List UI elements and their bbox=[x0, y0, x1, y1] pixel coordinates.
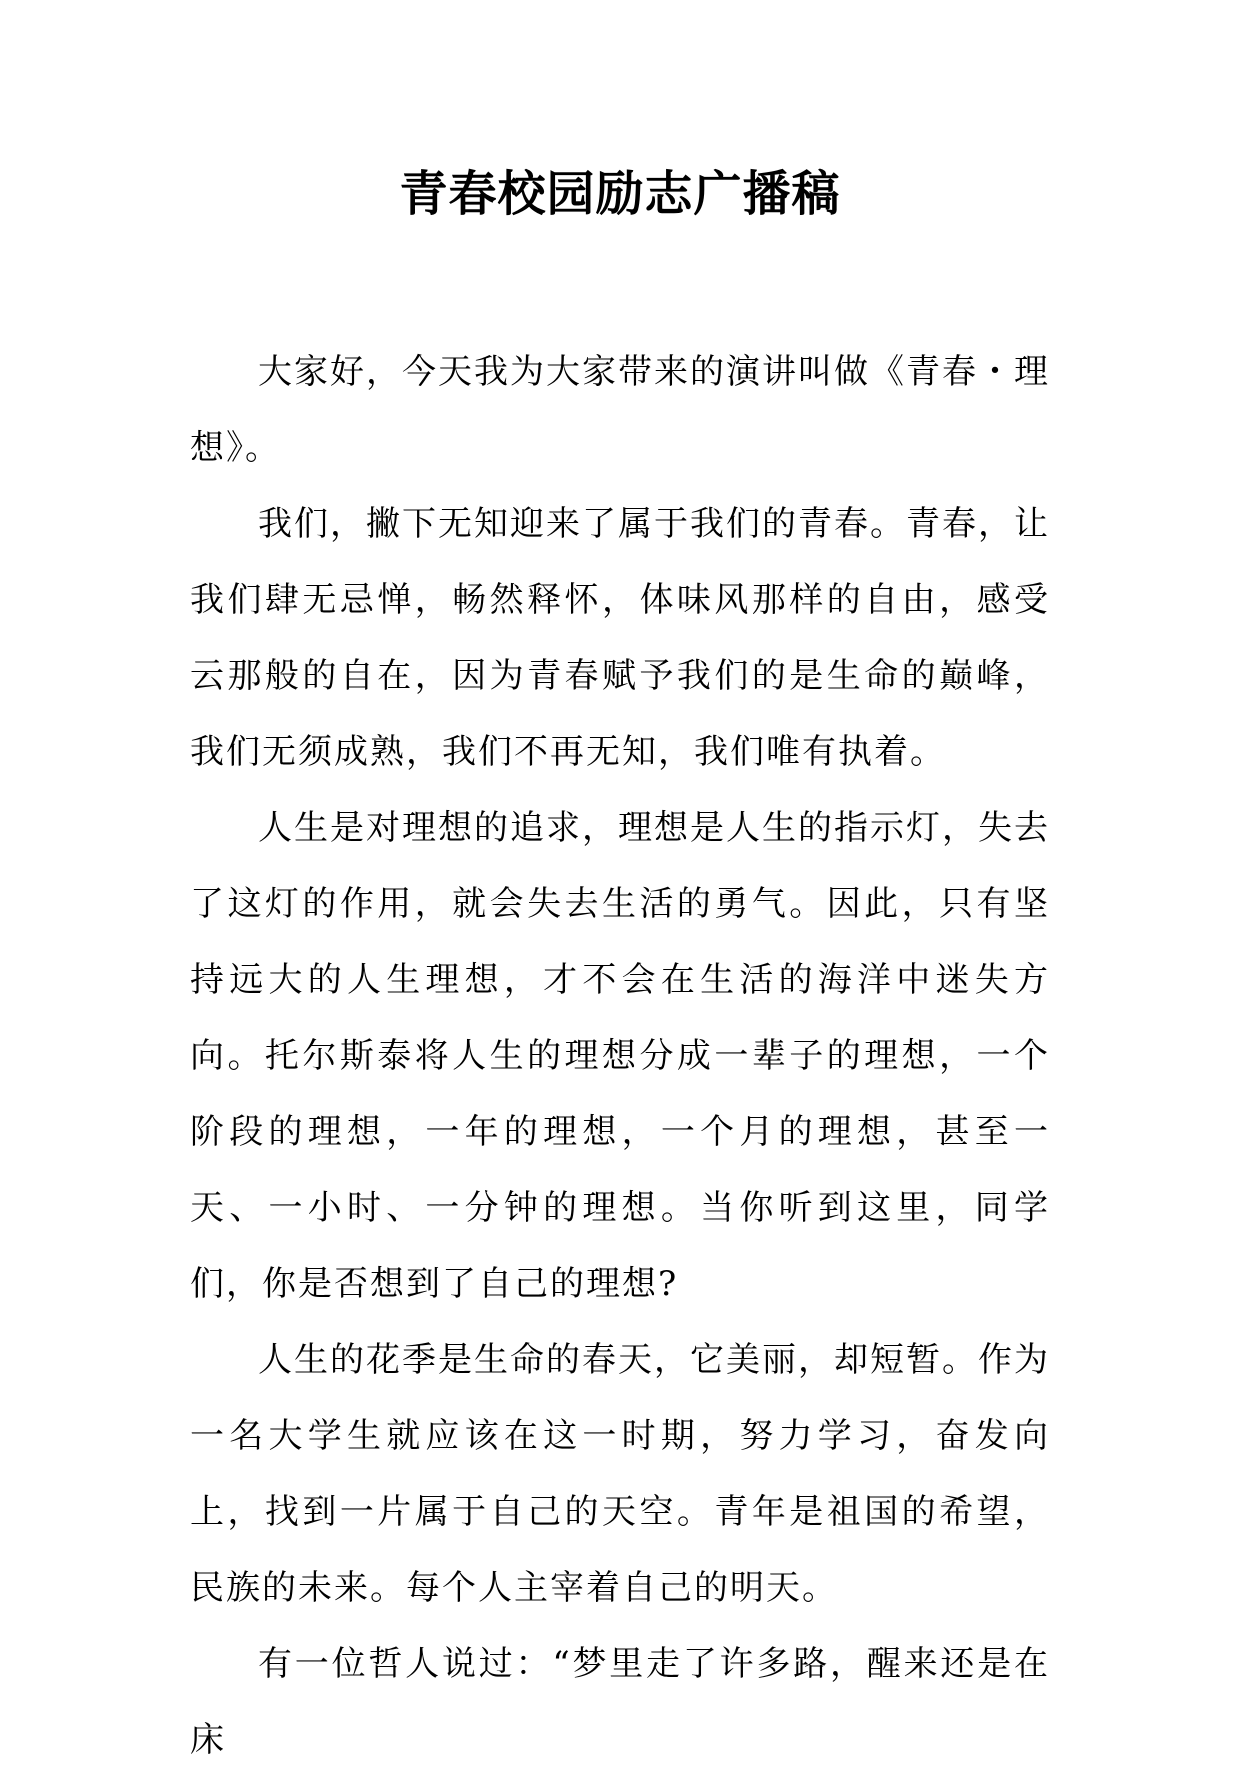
paragraph-youth: 我们，撇下无知迎来了属于我们的青春。青春，让我们肆无忌惮，畅然释怀，体味风那样的自由，感受云那般的自在，因为青春赋予我们的是生命的巅峰，我们无须成熟，我们不再无知，我们唯有执着。 bbox=[190, 504, 1050, 772]
paragraph-spring: 人生的花季是生命的春天，它美丽，却短暂。作为一名大学生就应该在这一时期，努力学习，奋发向上，找到一片属于自己的天空。青年是祖国的希望，民族的未来。每个人主宰着自己的明天。 bbox=[190, 1340, 1050, 1608]
paragraph-ideals: 人生是对理想的追求，理想是人生的指示灯，失去了这灯的作用，就会失去生活的勇气。因此，只有坚持远大的人生理想，才不会在生活的海洋中迷失方向。托尔斯泰将人生的理想分成一辈子的理想，一个阶段的理想，一年的理想，一个月的理想，甚至一天、一小时、一分钟的理想。当你听到这里，同学们，你是否想到了自己的理想? bbox=[190, 808, 1050, 1304]
document-title: 青春校园励志广播稿 bbox=[399, 166, 841, 222]
document-body bbox=[190, 334, 1050, 1778]
paragraph-greeting: 大家好，今天我为大家带来的演讲叫做《青春・理想》。 bbox=[190, 352, 1050, 468]
paragraph-philosopher: 有一位哲人说过：“梦里走了许多路，醒来还是在床 bbox=[190, 1644, 1050, 1760]
